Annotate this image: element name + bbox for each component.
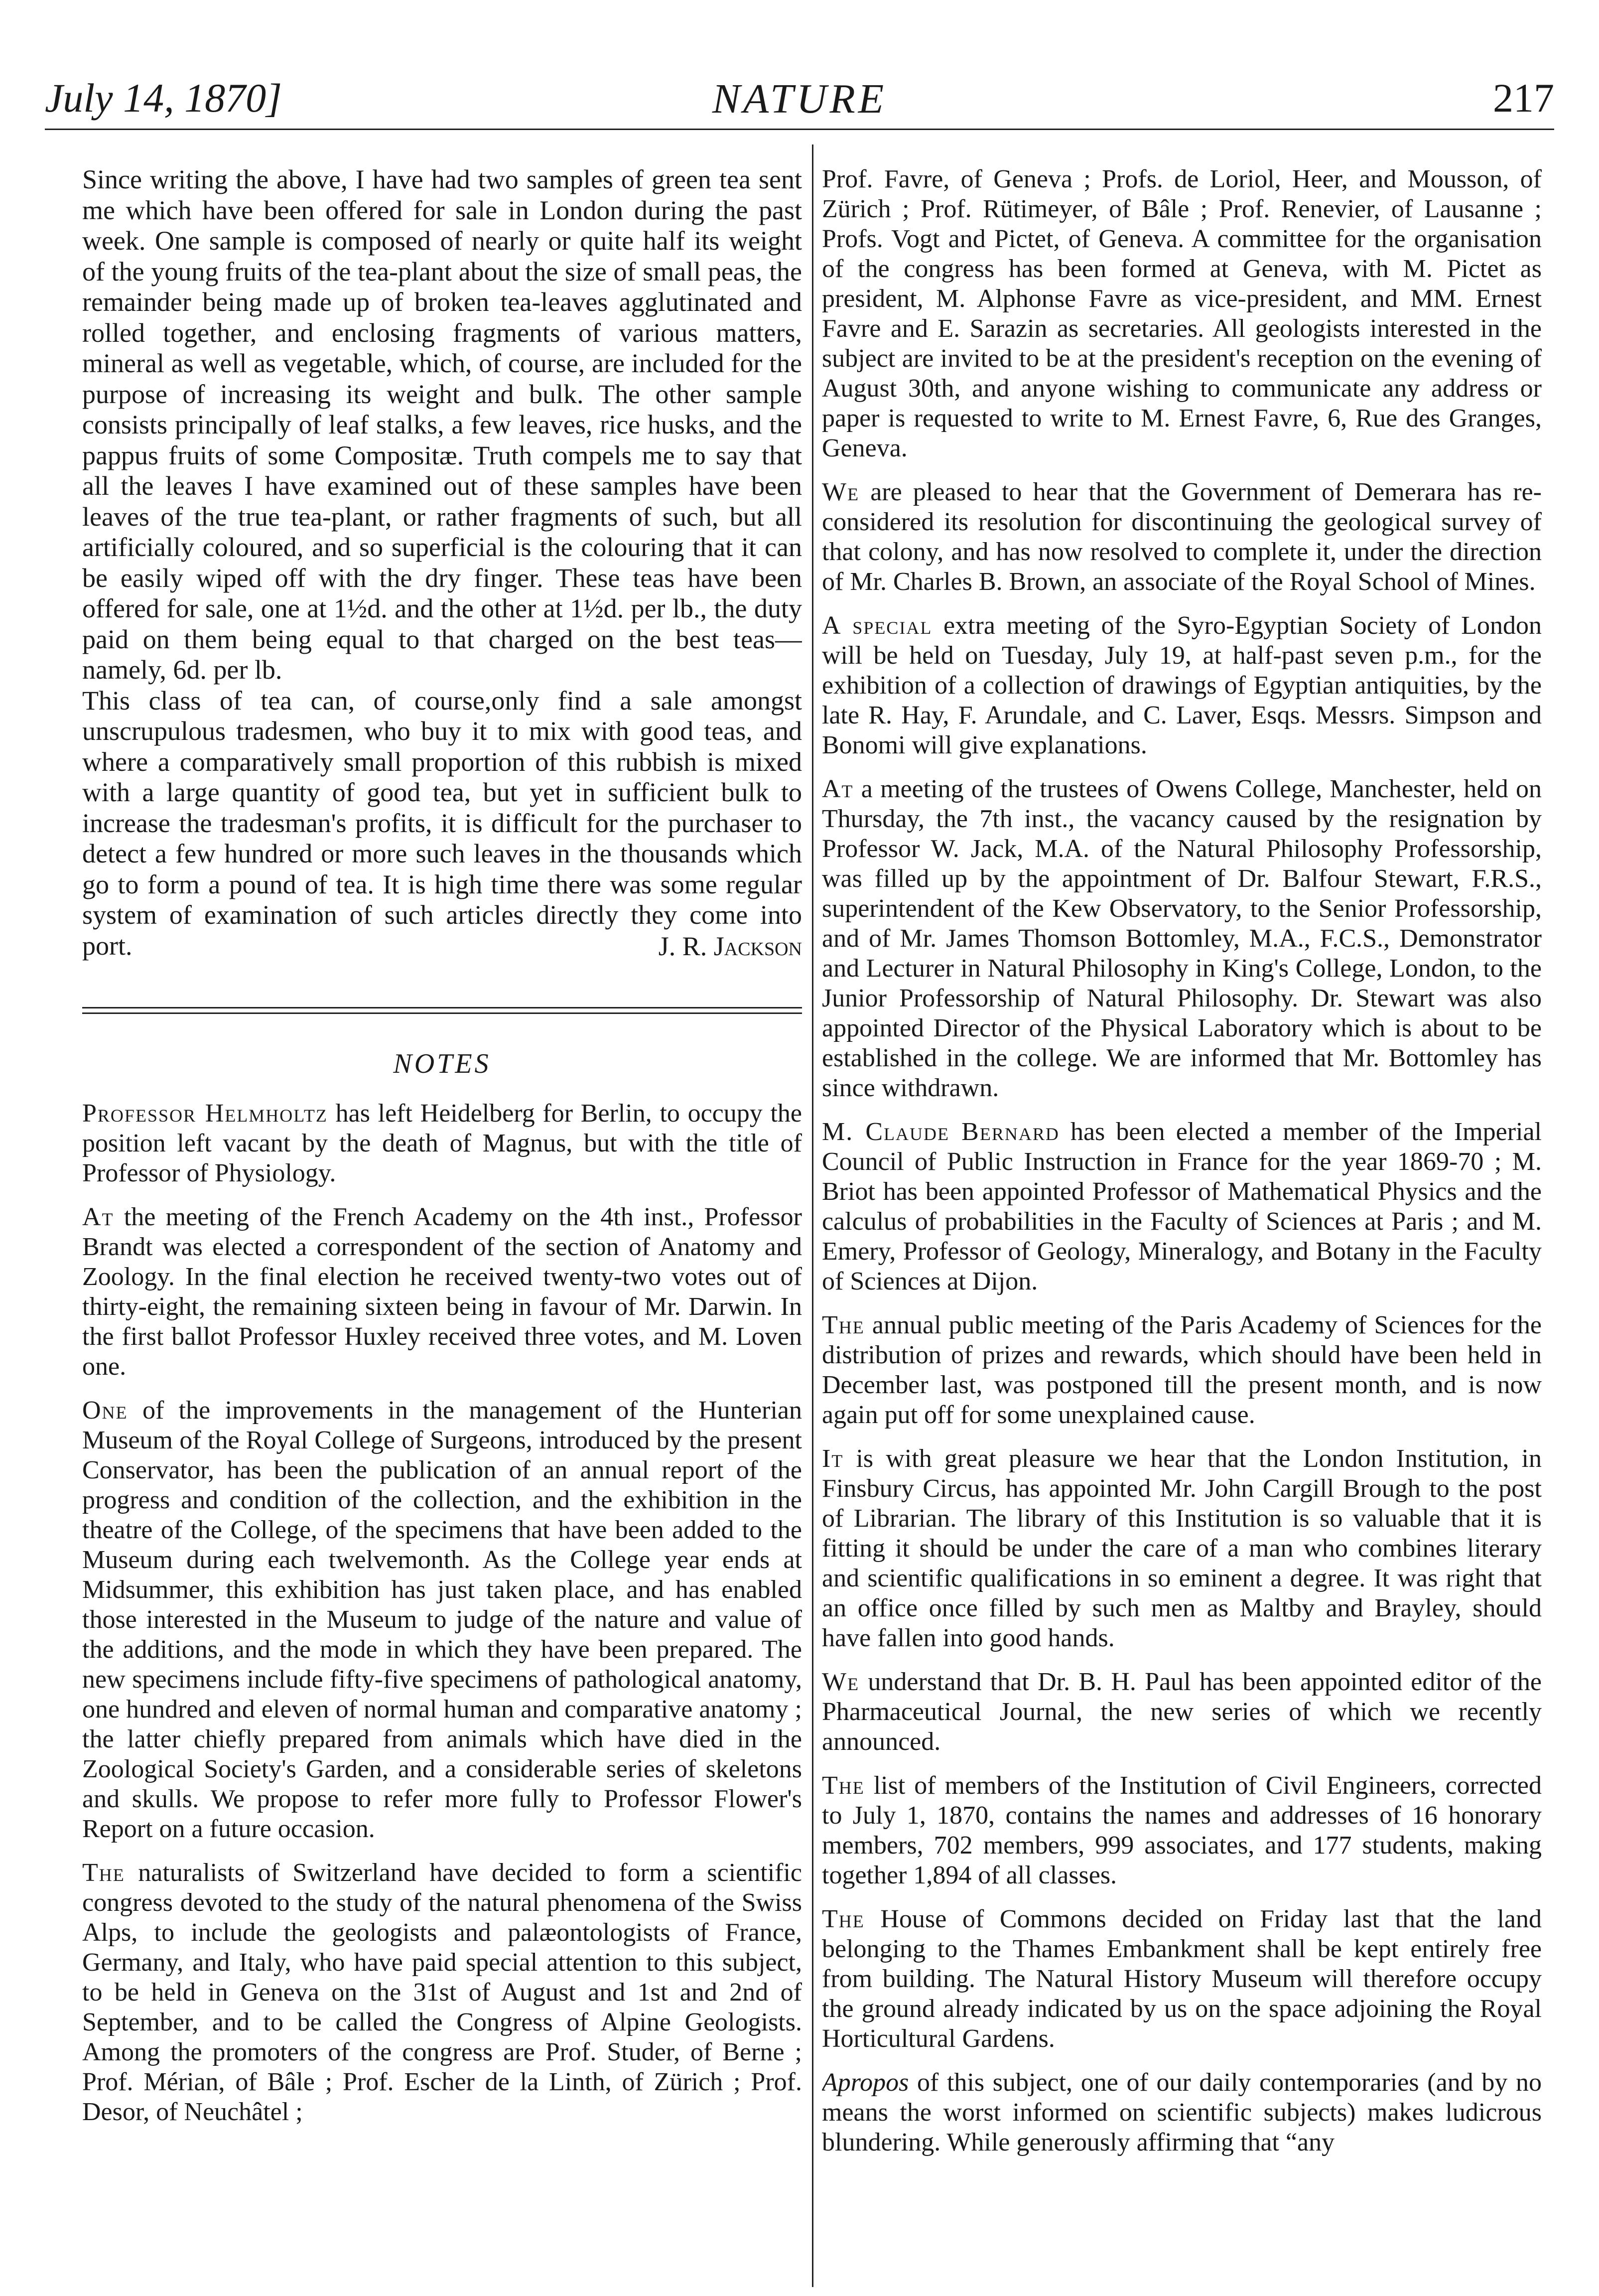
note-paragraph [822,1444,1542,1653]
note-text: the meeting of the French Academy on the 4th inst., Professor Brandt was elected a correspondent of the section of Anatomy and Zoology. In the final election he received twenty-two votes out of thirty-eight, the remaining sixteen being in favour of Mr. Darwin. In the first ballot Professor Huxley received three votes, and M. Loven one. [82,1202,802,1381]
note-text: has left Heidelberg for Berlin, to occupy the position left vacant by the death of Magnus, but with the title of Professor of Physiology. [82,1099,802,1187]
note-text: of the improvements in the management of the Hunterian Museum of the Royal College of Surgeons, introduced by the present Conservator, has been the publication of an annual report of the progress and condition of the collection, and the exhibition in the theatre of the College, of the specimens that have been added to the Museum during each twelvemonth. As the College year ends at Midsummer, this exhibition has just taken place, and has enabled those interested in the Museum to judge of the nature and value of the additions, and the mode in which they have been prepared. The new specimens include fifty-five specimens of pathological anatomy, one hundred and eleven of normal human and comparative anatomy ; the latter chiefly prepared from animals which have died in the Zoological Society's Garden, and a considerable series of skeletons and skulls. We propose to refer more fully to Professor Flower's Report on a future occasion. [82,1396,802,1843]
note-paragraph [822,1117,1542,1296]
header-rule [45,129,1554,130]
note-lead-word: We [822,1668,860,1696]
notes-left-list [82,1099,802,2127]
note-paragraph [82,1202,802,1382]
note-text: extra meeting of the Syro-Egyptian Society of London will be held on Tuesday, July 19, at half-past seven p.m., for the exhibition of a collection of drawings of Egyptian antiquities, by the late R. Hay, F. Arundale, and C. Laver, Esqs. Messrs. Simpson and Bonomi will give explanations. [822,611,1542,759]
note-paragraph [822,611,1542,760]
left-column [82,164,802,2272]
letter-paragraph-2: This class of tea can, of course,only find a sale amongst unscrupulous tradesmen, who buy it to mix with good teas, and where a comparatively small proportion of this rubbish is mixed with a large quantity of good tea, but yet in sufficient bulk to increase the tradesman's profits, it is difficult for the purchaser to detect a few hundred or more such leaves in the thousands which go to form a pound of tea. It is high time there was some regular system of examination of such articles directly they come into port. [82,685,802,961]
note-lead-word: We [822,478,860,506]
note-text: a meeting of the trustees of Owens College, Manchester, held on Thursday, the 7th inst., the vacancy caused by the resignation by Professor W. Jack, M.A. of the Natural Philosophy Professorship, was filled up by the appointment of Dr. Balfour Stewart, F.R.S., superintendent of the Kew Observatory, to the Senior Professorship, and of Mr. James Thomson Bottomley, M.A., F.C.S., Demonstrator and Lecturer in Natural Philosophy in King's College, London, to the Junior Professorship of Natural Philosophy. Dr. Stewart was also appointed Director of the Physical Laboratory which is about to be established in the college. We are informed that Mr. Bottomley has since withdrawn. [822,775,1542,1102]
notes-heading: NOTES [393,1048,491,1079]
note-lead-word: At [82,1202,114,1231]
note-text: Prof. Favre, of Geneva ; Profs. de Loriol, Heer, and Mousson, of Zürich ; Prof. Rütimeyer, of Bâle ; Prof. Renevier, of Lausanne ; Profs. Vogt and Pictet, of Geneva. A committee for the organisation of the congress has been formed at Geneva, with M. Pictet as president, M. Alphonse Favre as vice-president, and MM. Ernest Favre and E. Sarazin as secretaries. All geologists interested in the subject are invited to be at the president's reception on the evening of August 30th, and anyone wishing to communicate any address or paper is requested to write to M. Ernest Favre, 6, Rue des Granges, Geneva. [822,165,1542,462]
note-lead-word: The [82,1858,125,1887]
note-text: has been elected a member of the Imperial Council of Public Instruction in France for the year 1869-70 ; M. Briot has been appointed Professor of Mathematical Physics and the calculus of probabilities in the Faculty of Sciences at Paris ; and M. Emery, Professor of Geology, Mineralogy, and Botany in the Faculty of Sciences at Dijon. [822,1118,1542,1295]
section-double-rule [82,1007,802,1014]
note-lead-word: M. Claude Bernard [822,1118,1060,1146]
note-paragraph [822,1310,1542,1430]
note-lead-word: Apropos [822,2068,909,2097]
note-paragraph [82,1396,802,1844]
column-divider [812,144,813,2287]
page-header [45,75,1554,140]
note-text: is with great pleasure we hear that the London Institution, in Finsbury Circus, has appointed Mr. John Cargill Brough to the post of Librarian. The library of this Institution is so valuable that it is fitting it should be under the care of a man who combines literary and scientific qualifications in so eminent a degree. It was right that an office once filled by such men as Maltby and Brayley, should have fallen into good hands. [822,1444,1542,1652]
note-paragraph [822,1904,1542,2054]
note-text: understand that Dr. B. H. Paul has been appointed editor of the Pharmaceutical Journal, the new series of which we recently announced. [822,1668,1542,1756]
note-lead-word: The [822,1771,865,1800]
issue-date: July 14, 1870] [45,75,282,121]
note-paragraph [82,1858,802,2127]
note-lead-word: The [822,1905,865,1933]
note-paragraph [822,2068,1542,2157]
letter-paragraph-1: Since writing the above, I have had two samples of green tea sent me which have been offered for sale in London during the past week. One sample is composed of nearly or quite half its weight of the young fruits of the tea-plant about the size of small peas, the remainder being made up of broken tea-leaves agglutinated and rolled together, and enclosing fragments of various matters, mineral as well as vegetable, which, of course, are included for the purpose of increasing its weight and bulk. The other sample consists principally of leaf stalks, a few leaves, rice husks, and the pappus fruits of some Compositæ. Truth compels me to say that all the leaves I have examined out of these samples have been leaves of the true tea-plant, or rather fragments of such, but all artificially coloured, and so superficial is the colouring that it can be easily wiped off with the dry finger. These teas have been offered for sale, one at 1½d. and the other at 1½d. per lb., the duty paid on them being equal to that charged on the best teas—namely, 6d. per lb. [82,164,802,685]
page-number: 217 [1493,75,1554,121]
note-lead-word: A special [822,611,933,640]
note-paragraph [822,164,1542,463]
note-paragraph [822,774,1542,1103]
note-text: are pleased to hear that the Government of Demerara has re-considered its resolution for discontinuing the geological survey of that colony, and has now resolved to complete it, under the direction of Mr. Charles B. Brown, an associate of the Royal School of Mines. [822,478,1542,596]
note-paragraph [822,477,1542,597]
note-paragraph [82,1099,802,1188]
note-lead-word: The [822,1311,865,1339]
right-column [822,164,1542,2272]
letter-continuation [82,164,802,962]
note-text: naturalists of Switzerland have decided to form a scientific congress devoted to the study of the natural phenomena of the Swiss Alps, to include the geologists and palæontologists of France, Germany, and Italy, who have paid special attention to this subject, to be held in Geneva on the 31st of August and 1st and 2nd of September, and to be called the Congress of Alpine Geologists. Among the promoters of the congress are Prof. Studer, of Berne ; Prof. Mérian, of Bâle ; Prof. Escher de la Linth, of Zürich ; Prof. Desor, of Neuchâtel ; [82,1858,802,2126]
note-text: annual public meeting of the Paris Academy of Sciences for the distribution of prizes and rewards, which should have been held in December last, was postponed till the present month, and is now again put off for some unexplained cause. [822,1311,1542,1429]
note-text: list of members of the Institution of Civil Engineers, corrected to July 1, 1870, contains the names and addresses of 16 honorary members, 702 members, 999 associates, and 177 students, making together 1,894 of all classes. [822,1771,1542,1889]
note-lead-word: At [822,775,854,803]
note-lead-word: It [822,1444,844,1473]
note-lead-word: Professor Helmholtz [82,1099,328,1128]
note-text: House of Commons decided on Friday last that the land belonging to the Thames Embankment shall be kept entirely free from building. The Natural History Museum will therefore occupy the ground already indicated by us on the space adjoining the Royal Horticultural Gardens. [822,1905,1542,2053]
note-paragraph [822,1771,1542,1890]
note-text: of this subject, one of our daily contemporaries (and by no means the worst informed on scientific subjects) makes ludicrous blundering. While generously affirming that “any [822,2068,1542,2156]
journal-title: NATURE [712,76,887,122]
note-paragraph [822,1667,1542,1757]
note-lead-word: One [82,1396,128,1425]
letter-signature: J. R. Jackson [658,931,802,961]
